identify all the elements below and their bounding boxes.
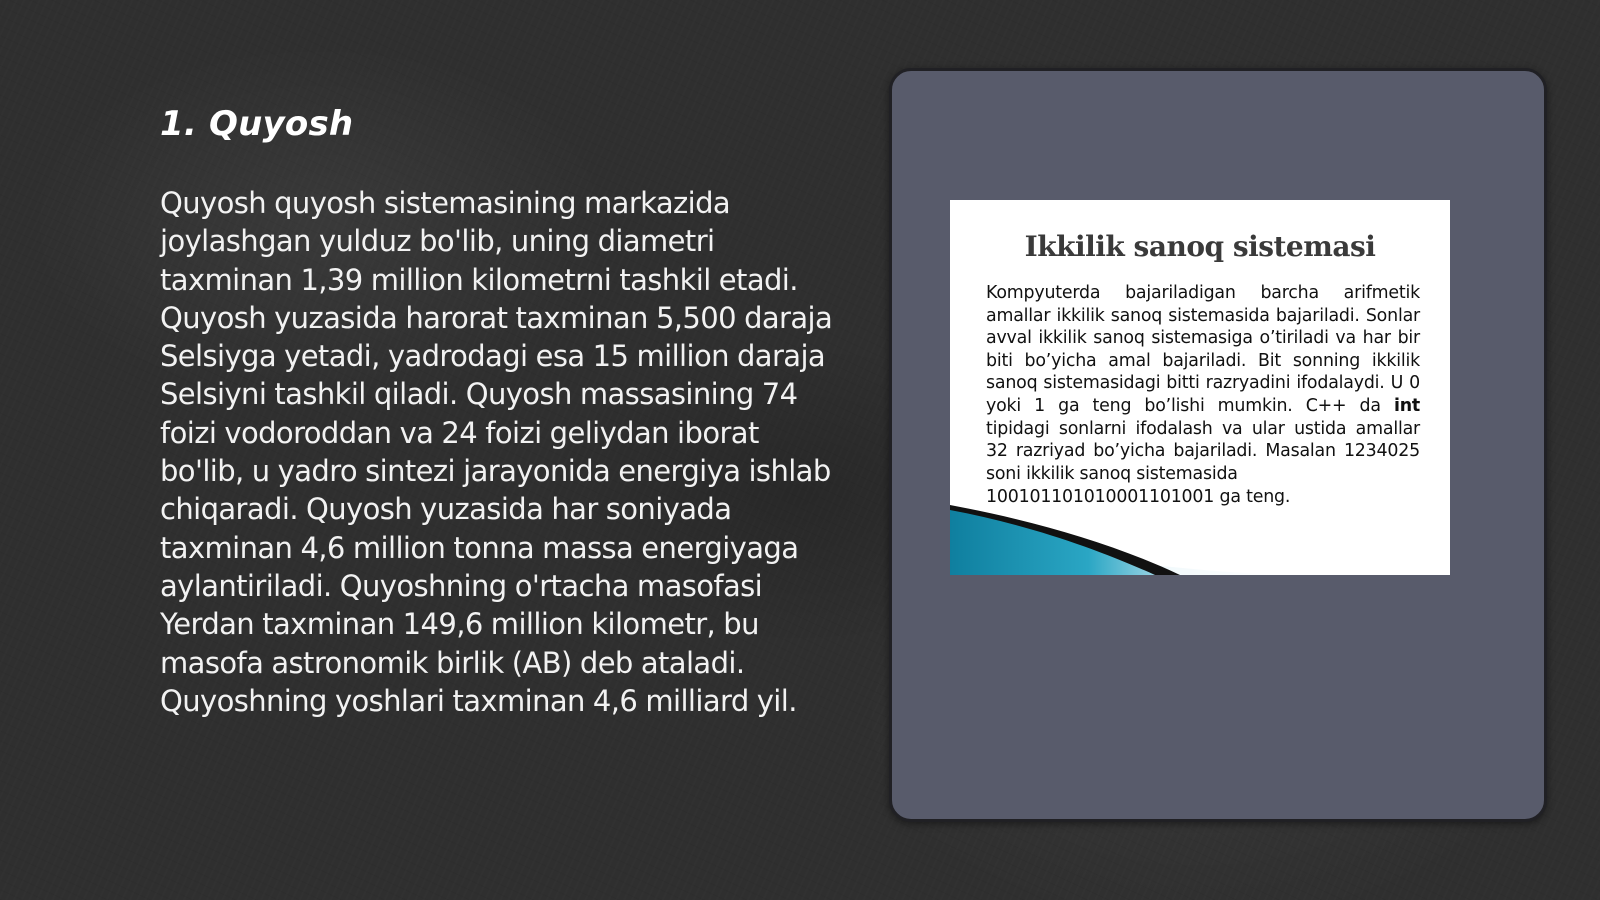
- embedded-text-part-1: Kompyuterda bajariladigan barcha arifmetik amallar ikkilik sanoq sistemasida bajariladi. Sonlar avval ikkilik sanoq sistemasiga o’tiriladi va har bir biti bo’yicha amal bajariladi. Bit sonning ikkilik sanoq sistemasidagi bitti razryadini ifodalaydi. U 0 yoki 1 ga teng bo’lishi mumkin. C++ da: [986, 283, 1420, 416]
- slide-body-text: Quyosh quyosh sistemasining markazida joylashgan yulduz bo'lib, uning diametri taxminan 1,39 million kilometrni tashkil etadi. Quyosh yuzasida harorat taxminan 5,500 daraja Selsiyga yetadi, yadrodagi esa 15 million daraja Selsiyni tashkil qiladi. Quyosh massasining 74 foizi vodoroddan va 24 foizi geliydan iborat bo'lib, u yadro sintezi jarayonida energiya ishlab chiqaradi. Quyosh yuzasida har soniyada taxminan 4,6 million tonna massa energiyaga aylantiriladi. Quyoshning o'rtacha masofasi Yerdan taxminan 149,6 million kilometr, bu masofa astronomik birlik (AB) deb ataladi. Quyoshning yoshlari taxminan 4,6 milliard yil.: [160, 186, 833, 718]
- embedded-text-part-2: tipidagi sonlarni ifodalash va ular ustida amallar 32 razriyad bo’yicha bajariladi. Masalan 1234025 soni ikkilik sanoq sistemasida: [986, 418, 1420, 484]
- embedded-slide-text: [986, 282, 1420, 509]
- embedded-keyword-int: int: [1393, 395, 1420, 416]
- embedded-slide-image: [950, 200, 1450, 575]
- embedded-binary-line: 100101101010001101001 ga teng.: [986, 487, 1291, 508]
- embedded-slide-title: Ikkilik sanoq sistemasi: [1024, 230, 1376, 263]
- decorative-swoosh: [950, 500, 1450, 575]
- slide-heading: 1. Quyosh: [160, 104, 354, 144]
